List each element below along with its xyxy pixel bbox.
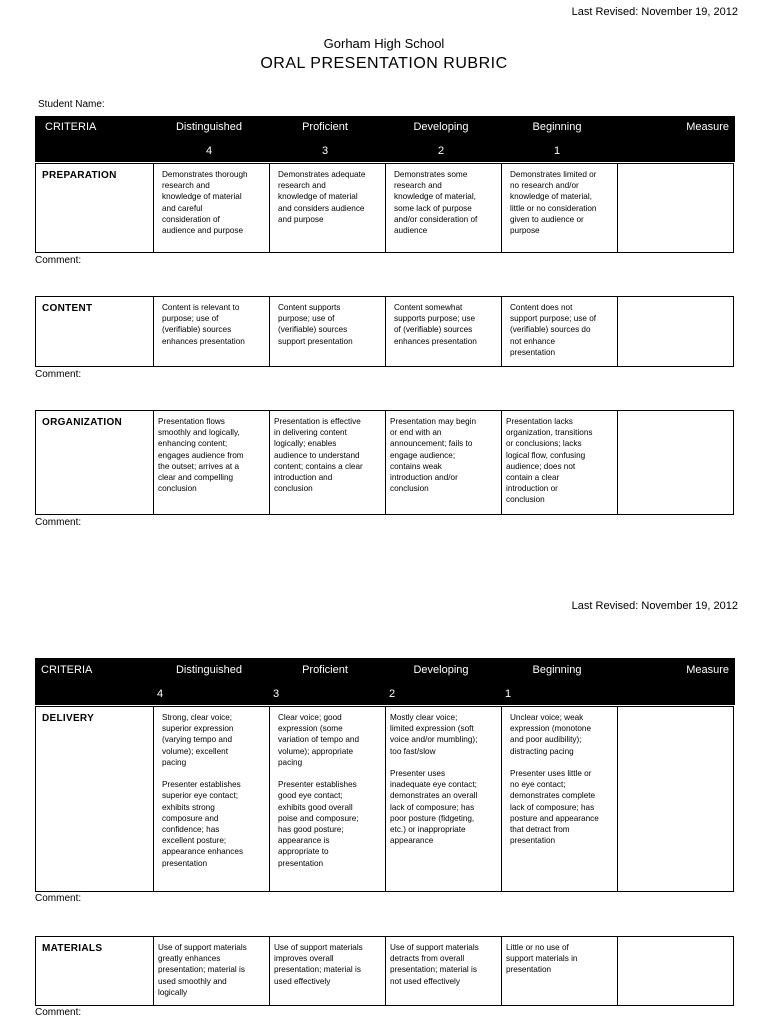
cell-proficient — [269, 937, 385, 1005]
rubric-row-organization — [35, 410, 734, 515]
level-distinguished: Distinguished — [175, 664, 243, 676]
criteria-header: CRITERIA — [41, 664, 93, 676]
criterion-label: CONTENT — [42, 303, 93, 314]
cell-beginning — [501, 297, 617, 366]
cell-text: Demonstrates some research and knowledge of material, some lack of purpose and/or consideration of audience — [394, 170, 478, 236]
level-proficient: Proficient — [302, 664, 348, 676]
rubric-row-content — [35, 296, 734, 367]
cell-distinguished — [153, 707, 269, 891]
cell-text: Content supports purpose; use of (verifiable) sources support presentation — [278, 303, 353, 346]
criteria-header: CRITERIA — [45, 121, 97, 133]
school-name: Gorham High School — [323, 36, 445, 51]
cell-text: Presentation lacks organization, transitions or conclusions; lacks logical flow, confusing audience; does not contain a clear introduction or conclusion — [506, 417, 593, 505]
score-2: 2 — [389, 688, 396, 700]
last-revised: Last Revised: November 19, 2012 — [571, 600, 738, 612]
level-beginning: Beginning — [532, 121, 582, 133]
page-title: ORAL PRESENTATION RUBRIC — [260, 55, 508, 72]
cell-proficient — [269, 411, 385, 514]
measure-cell[interactable] — [617, 164, 734, 252]
level-beginning: Beginning — [532, 664, 582, 676]
score-1: 1 — [505, 688, 512, 700]
student-name-label: Student Name: — [38, 99, 105, 110]
criterion-label: DELIVERY — [42, 713, 95, 724]
cell-developing — [385, 707, 501, 891]
measure-cell[interactable] — [617, 411, 734, 514]
rubric-header — [35, 116, 735, 162]
score-3: 3 — [273, 688, 280, 700]
rubric-header — [35, 658, 735, 705]
cell-proficient — [269, 164, 385, 252]
cell-text: Content is relevant to purpose; use of (verifiable) sources enhances presentation — [162, 303, 245, 346]
last-revised: Last Revised: November 19, 2012 — [571, 6, 738, 18]
comment-label: Comment: — [35, 1007, 82, 1018]
score-1: 1 — [553, 145, 561, 157]
cell-proficient — [269, 297, 385, 366]
cell-developing — [385, 297, 501, 366]
cell-text: Demonstrates thorough research and knowledge of material and careful consideration of audience and purpose — [162, 170, 248, 236]
cell-text: Content does not support purpose; use of (verifiable) sources do not enhance presentation — [510, 303, 597, 357]
comment-label: Comment: — [35, 369, 82, 380]
comment-label: Comment: — [35, 893, 82, 904]
score-4: 4 — [157, 688, 164, 700]
level-distinguished: Distinguished — [175, 121, 243, 133]
rubric-row-materials — [35, 936, 734, 1006]
cell-developing — [385, 937, 501, 1005]
cell-beginning — [501, 707, 617, 891]
cell-proficient — [269, 707, 385, 891]
measure-header: Measure — [686, 664, 729, 676]
cell-text: Mostly clear voice; limited expression (soft voice and/or mumbling); too fast/slow Presenter uses inadequate eye contact; demonstrates an overall lack of composure; has poor posture (fidgeting, etc.) or inappropriate appearance — [390, 713, 478, 846]
comment-label: Comment: — [35, 517, 82, 528]
cell-beginning — [501, 411, 617, 514]
cell-text: Little or no use of support materials in presentation — [506, 943, 578, 975]
level-proficient: Proficient — [302, 121, 348, 133]
cell-distinguished — [153, 937, 269, 1005]
cell-text: Presentation may begin or end with an announcement; fails to engage audience; contains weak introduction and/or conclusion — [390, 417, 477, 494]
criterion-label: ORGANIZATION — [42, 417, 123, 428]
score-4: 4 — [205, 145, 213, 157]
cell-distinguished — [153, 411, 269, 514]
criterion-label: PREPARATION — [42, 170, 117, 181]
cell-text: Clear voice; good expression (some variation of tempo and volume); appropriate pacing Presenter establishes good eye contact; exhibits good overall poise and composure; has good posture; appearance is appropriate to presentation — [278, 713, 360, 868]
cell-text: Use of support materials improves overall presentation; material is used effectively — [274, 943, 363, 986]
cell-distinguished — [153, 164, 269, 252]
criterion-label: MATERIALS — [42, 943, 103, 954]
measure-cell[interactable] — [617, 937, 734, 1005]
cell-text: Content somewhat supports purpose; use of (verifiable) sources enhances presentation — [394, 303, 477, 346]
cell-text: Strong, clear voice; superior expression (varying tempo and volume); excellent pacing Presenter establishes superior eye contact; exhibits strong composure and confidence; has excellent posture; appearance enhances presentation — [162, 713, 244, 868]
cell-text: Presentation is effective in delivering content logically; enables audience to understand content; contains a clear introduction and conclusion — [274, 417, 363, 494]
level-developing: Developing — [413, 664, 469, 676]
measure-cell[interactable] — [617, 297, 734, 366]
cell-developing — [385, 411, 501, 514]
cell-distinguished — [153, 297, 269, 366]
cell-beginning — [501, 937, 617, 1005]
cell-beginning — [501, 164, 617, 252]
cell-text: Demonstrates limited or no research and/or knowledge of material, little or no consideration given to audience or purpose — [510, 170, 597, 236]
level-developing: Developing — [413, 121, 469, 133]
cell-text: Use of support materials greatly enhances presentation; material is used smoothly and logically — [158, 943, 247, 997]
cell-text: Presentation flows smoothly and logically, enhancing content; engages audience from the outset; arrives at a clear and compelling conclusion — [158, 417, 244, 494]
measure-cell[interactable] — [617, 707, 734, 891]
rubric-row-preparation — [35, 163, 734, 253]
cell-text: Unclear voice; weak expression (monotone and poor audibility); distracting pacing Presenter uses little or no eye contact; demonstrates complete lack of composure; has posture and appearance that detract from presentation — [510, 713, 599, 846]
cell-developing — [385, 164, 501, 252]
score-2: 2 — [437, 145, 445, 157]
cell-text: Use of support materials detracts from overall presentation; material is not used effectively — [390, 943, 479, 986]
comment-label: Comment: — [35, 255, 82, 266]
rubric-row-delivery — [35, 706, 734, 892]
score-3: 3 — [321, 145, 329, 157]
cell-text: Demonstrates adequate research and knowledge of material and considers audience and purpose — [278, 170, 366, 224]
measure-header: Measure — [686, 121, 729, 133]
